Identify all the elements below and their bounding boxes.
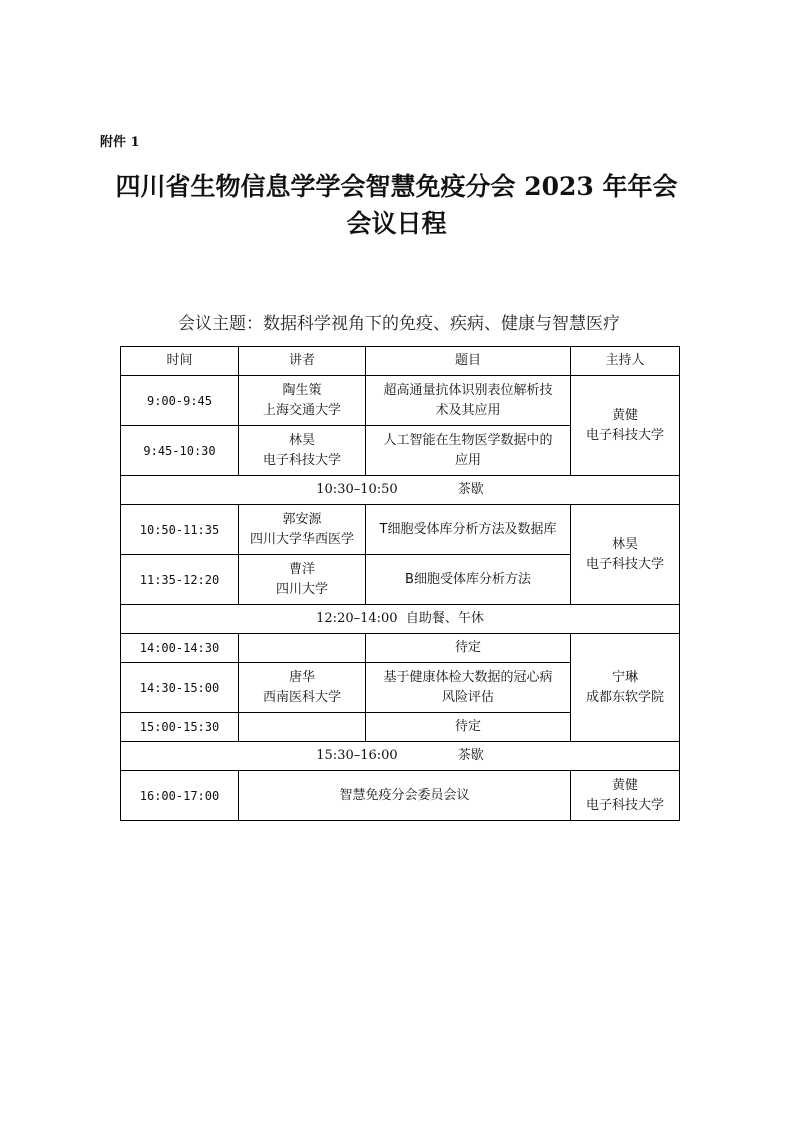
session-time: 9:00-9:45: [121, 376, 239, 426]
header-speaker: 讲者: [239, 347, 366, 376]
table-row: [121, 771, 680, 821]
speaker-name: 林昊: [288, 432, 315, 448]
speaker-name: 曹洋: [288, 561, 315, 577]
speaker-cell: [239, 505, 366, 555]
topic-text: 风险评估: [441, 689, 494, 705]
table-row: [121, 376, 680, 426]
speaker-name: 郭安源: [282, 511, 322, 527]
speaker-cell: [239, 663, 366, 713]
speaker-cell: [239, 713, 366, 742]
header-host: 主持人: [571, 347, 680, 376]
host-org: 电子科技大学: [585, 556, 664, 572]
break-cell: [121, 476, 680, 505]
break-row: [121, 742, 680, 771]
speaker-org: 上海交通大学: [262, 402, 341, 418]
speaker-name: 唐华: [288, 669, 315, 685]
session-time: 15:00-15:30: [121, 713, 239, 742]
session-time: 10:50-11:35: [121, 505, 239, 555]
break-label: 自助餐、午休: [405, 611, 484, 626]
break-row: [121, 476, 680, 505]
topic-cell: T细胞受体库分析方法及数据库: [366, 505, 571, 555]
speaker-org: 四川大学华西医学: [249, 531, 354, 547]
topic-cell: B细胞受体库分析方法: [366, 555, 571, 605]
table-row: [121, 505, 680, 555]
break-time: 15:30–16:00: [316, 748, 398, 763]
break-label: 茶歇: [457, 482, 484, 497]
page-title: 四川省生物信息学学会智慧免疫分会 2023 年年会: [115, 172, 678, 201]
schedule-table: [120, 346, 680, 821]
break-cell: [121, 605, 680, 634]
topic-text: 应用: [454, 452, 481, 468]
table-header-row: [121, 347, 680, 376]
topic-text: 基于健康体检大数据的冠心病: [383, 669, 553, 685]
speaker-org: 西南医科大学: [262, 689, 341, 705]
speaker-name: 陶生策: [282, 382, 322, 398]
host-name: 宁琳: [611, 669, 638, 685]
topic-cell: 待定: [366, 713, 571, 742]
session-time: 14:00-14:30: [121, 634, 239, 663]
break-time: 12:20–14:00: [316, 611, 398, 626]
topic-cell: 待定: [366, 634, 571, 663]
break-cell: [121, 742, 680, 771]
speaker-cell: [239, 426, 366, 476]
topic-cell: [366, 376, 571, 426]
speaker-cell: [239, 634, 366, 663]
host-cell: [571, 634, 680, 742]
host-name: 黄健: [611, 777, 638, 793]
host-org: 电子科技大学: [585, 797, 664, 813]
topic-cell: [366, 663, 571, 713]
header-topic: 题目: [366, 347, 571, 376]
speaker-org: 四川大学: [275, 581, 328, 597]
meeting-theme: 会议主题：数据科学视角下的免疫、疾病、健康与智慧医疗: [178, 314, 620, 334]
break-time: 10:30–10:50: [316, 482, 398, 497]
table-row: [121, 634, 680, 663]
session-time: 9:45-10:30: [121, 426, 239, 476]
host-org: 电子科技大学: [585, 427, 664, 443]
topic-text: 超高通量抗体识别表位解析技: [383, 382, 553, 398]
speaker-cell: [239, 555, 366, 605]
break-row: [121, 605, 680, 634]
topic-cell: [366, 426, 571, 476]
speaker-org: 电子科技大学: [262, 452, 341, 468]
topic-cell: 智慧免疫分会委员会议: [239, 771, 571, 821]
break-label: 茶歇: [457, 748, 484, 763]
host-name: 林昊: [611, 536, 638, 552]
host-cell: [571, 505, 680, 605]
header-time: 时间: [121, 347, 239, 376]
host-name: 黄健: [611, 407, 638, 423]
host-org: 成都东软学院: [585, 689, 664, 705]
attachment-label: 附件 1: [100, 135, 140, 150]
host-cell: [571, 376, 680, 476]
page-title-line2: 会议日程: [346, 209, 447, 238]
session-time: 11:35-12:20: [121, 555, 239, 605]
topic-text: 术及其应用: [435, 402, 501, 418]
speaker-cell: [239, 376, 366, 426]
session-time: 16:00-17:00: [121, 771, 239, 821]
topic-text: 人工智能在生物医学数据中的: [383, 432, 553, 448]
session-time: 14:30-15:00: [121, 663, 239, 713]
host-cell: [571, 771, 680, 821]
